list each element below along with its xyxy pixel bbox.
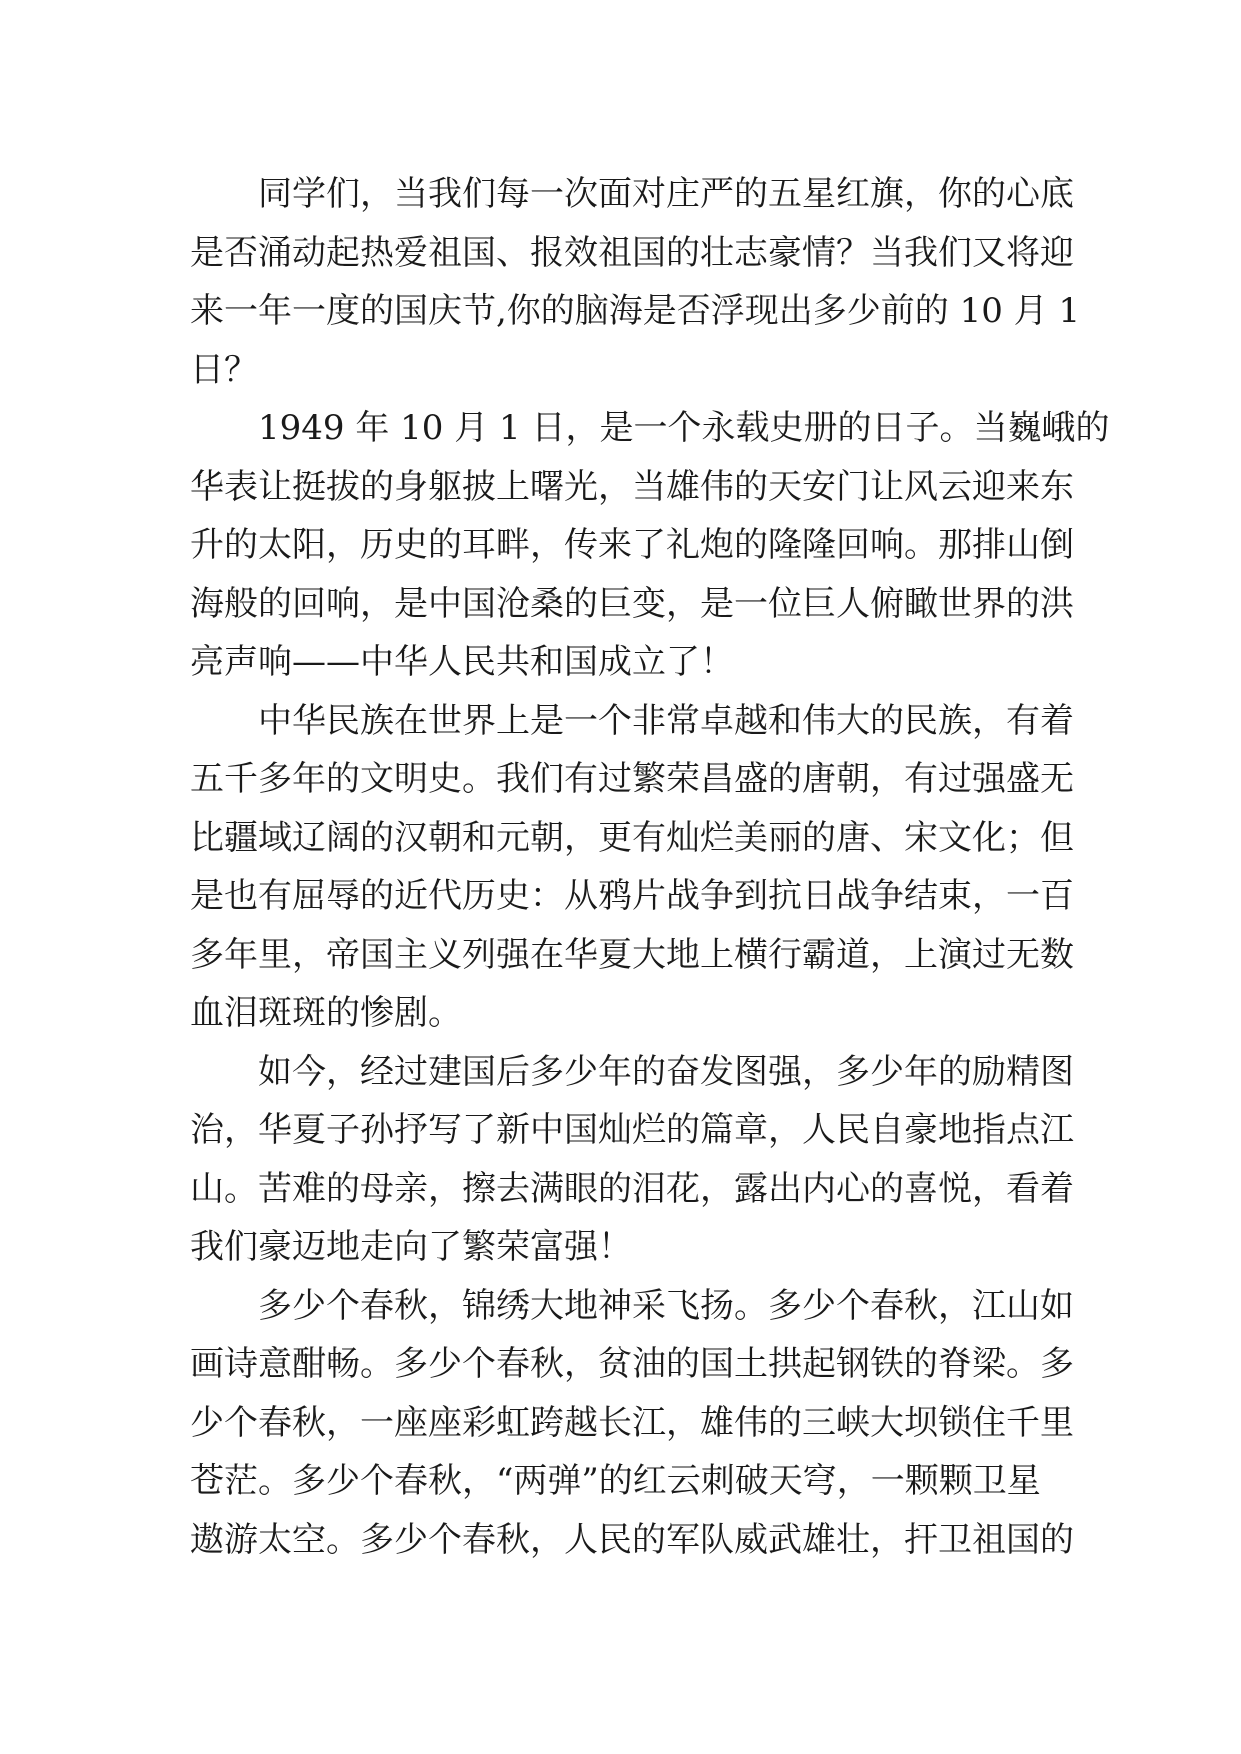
text-line: 1949 年 10 月 1 日，是一个永载史册的日子。当巍峨的 [190,408,1110,448]
text-line: 少个春秋，一座座彩虹跨越长江，雄伟的三峡大坝锁住千里 [190,1402,1074,1443]
text-line: 五千多年的文明史。我们有过繁荣昌盛的唐朝，有过强盛无 [190,759,1074,799]
text-line: 中华民族在世界上是一个非常卓越和伟大的民族，有着 [190,700,1074,741]
text-line: 画诗意酣畅。多少个春秋，贫油的国土拱起钢铁的脊梁。多 [190,1344,1074,1384]
paragraph [190,692,1074,1043]
text-line: 海般的回响，是中国沧桑的巨变，是一位巨人俯瞰世界的洪 [190,583,1074,624]
text-line: 多少个春秋，锦绣大地神采飞扬。多少个春秋，江山如 [190,1285,1074,1326]
paragraph [190,1277,1074,1570]
text-line: 多年里，帝国主义列强在华夏大地上横行霸道，上演过无数 [190,934,1074,975]
text-line: 我们豪迈地走向了繁荣富强！ [190,1227,632,1267]
text-line: 华表让挺拔的身躯披上曙光，当雄伟的天安门让风云迎来东 [190,466,1074,507]
text-line: 血泪斑斑的惨剧。 [190,993,462,1033]
document-body [190,165,1110,1569]
text-line: 升的太阳，历史的耳畔，传来了礼炮的隆隆回响。那排山倒 [190,525,1074,565]
text-line: 山。苦难的母亲，擦去满眼的泪花，露出内心的喜悦，看着 [190,1168,1074,1209]
text-line: 如今，经过建国后多少年的奋发图强，多少年的励精图 [190,1051,1074,1092]
text-line: 亮声响——中华人民共和国成立了！ [190,642,734,682]
text-line: 是也有屈辱的近代历史：从鸦片战争到抗日战争结束，一百 [190,876,1074,916]
text-line: 来一年一度的国庆节,你的脑海是否浮现出多少前的 10 月 1 [190,291,1081,331]
paragraph [190,1043,1074,1277]
paragraph [190,399,1110,692]
text-line: 遨游太空。多少个春秋，人民的军队威武雄壮，扞卫祖国的 [190,1519,1074,1560]
text-line: 日？ [190,349,258,390]
text-line: 同学们，当我们每一次面对庄严的五星红旗，你的心底 [190,174,1074,214]
text-line: 治，华夏子孙抒写了新中国灿烂的篇章，人民自豪地指点江 [190,1110,1074,1150]
text-line: 苍茫。多少个春秋，“两弹”的红云刺破天穹，一颗颗卫星 [190,1461,1041,1501]
paragraph [190,165,1081,399]
text-line: 是否涌动起热爱祖国、报效祖国的壮志豪情？当我们又将迎 [190,232,1074,273]
text-line: 比疆域辽阔的汉朝和元朝，更有灿烂美丽的唐、宋文化；但 [190,817,1074,858]
